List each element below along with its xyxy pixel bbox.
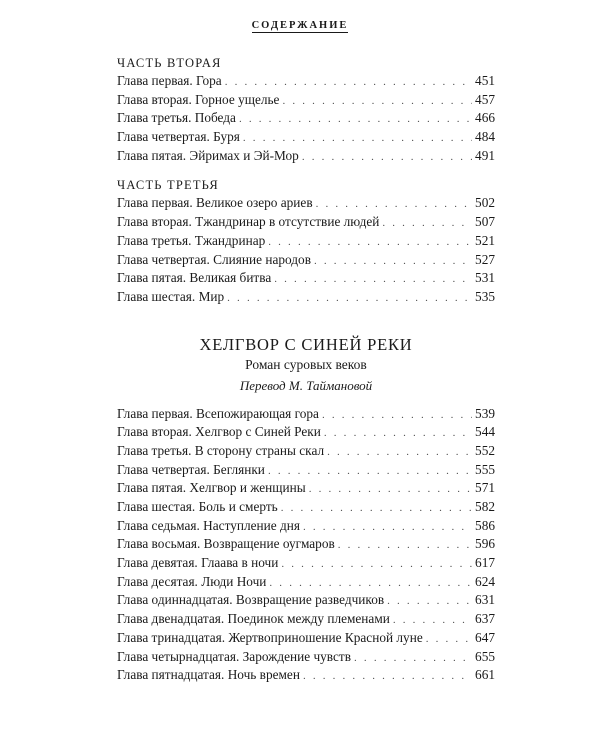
running-head-text: СОДЕРЖАНИЕ (251, 20, 349, 31)
toc-entry-page: 535 (475, 288, 495, 304)
toc-entry-page: 571 (475, 480, 495, 496)
dot-leader (382, 214, 472, 233)
toc-entry-title: Глава двенадцатая. Поединок между племенами (117, 611, 390, 627)
dot-leader (314, 252, 472, 271)
toc-entry (117, 423, 495, 442)
toc-entry (117, 194, 495, 213)
toc-entry-page: 466 (475, 110, 495, 126)
toc-entry (117, 251, 495, 270)
toc-entry-page: 544 (475, 424, 495, 440)
running-head (0, 20, 600, 33)
toc-entry-title: Глава третья. Тжандринар (117, 232, 266, 248)
novel-subtitle: Роман суровых веков (245, 356, 367, 372)
toc-entry (117, 610, 495, 629)
dot-leader (243, 129, 472, 148)
toc-entry-title: Глава одиннадцатая. Возвращение разведчиков (117, 592, 385, 608)
toc-entry (117, 666, 495, 685)
toc-entry (117, 573, 495, 592)
toc-entry (117, 232, 495, 251)
toc-entry (117, 147, 495, 166)
toc-entry-title: Глава четвертая. Беглянки (117, 461, 265, 477)
toc-entry-title: Глава третья. В сторону страны скал (117, 442, 325, 458)
dot-leader (225, 73, 472, 92)
toc-entry-page: 502 (475, 195, 495, 211)
toc-entry-title: Глава пятая. Эйримах и Эй-Мор (117, 147, 299, 163)
part-two-section (117, 54, 495, 165)
toc-entry-title: Глава пятая. Великая битва (117, 270, 272, 286)
dot-leader (302, 148, 472, 167)
toc-entry (117, 461, 495, 480)
part-three-title: ЧАСТЬ ТРЕТЬЯ (117, 178, 219, 193)
toc-entry-page: 582 (475, 499, 495, 514)
toc-entry-page: 539 (475, 405, 495, 421)
toc-entry-page: 484 (475, 129, 495, 145)
toc-entry-page: 552 (475, 442, 495, 458)
dot-leader (338, 536, 472, 555)
dot-leader (327, 443, 472, 462)
toc-entry (117, 128, 495, 147)
toc-entry-page: 655 (475, 648, 495, 664)
toc-entry-title: Глава пятнадцатая. Ночь времен (117, 667, 300, 683)
novel-translator: Перевод М. Таймановой (239, 377, 373, 393)
toc-entry-title: Глава седьмая. Наступление дня (117, 517, 300, 533)
dot-leader (393, 611, 472, 630)
dot-leader (322, 406, 472, 425)
part-two-list (117, 72, 495, 165)
dot-leader (309, 480, 472, 499)
toc-entry-page: 527 (475, 251, 495, 267)
dot-leader (281, 499, 472, 518)
toc-entry-page: 586 (475, 517, 495, 533)
toc-entry-title: Глава шестая. Мир (117, 288, 225, 304)
part-three-section (117, 176, 495, 306)
toc-entry-page: 457 (475, 91, 495, 107)
novel-list (117, 405, 495, 685)
toc-entry (117, 442, 495, 461)
toc-entry (117, 554, 495, 573)
toc-entry-title: Глава третья. Победа (117, 110, 236, 126)
toc-entry-title: Глава девятая. Глаава в ночи (117, 555, 279, 571)
toc-entry-page: 661 (475, 667, 495, 683)
toc-entry-page: 521 (475, 232, 495, 248)
toc-entry-title: Глава вторая. Горное ущелье (117, 91, 280, 107)
dot-leader (268, 462, 472, 481)
novel-section (117, 335, 495, 685)
toc-entry-title: Глава четырнадцатая. Зарождение чувств (117, 648, 352, 664)
table-of-contents (117, 54, 495, 685)
novel-heading (117, 335, 495, 397)
toc-entry (117, 405, 495, 424)
dot-leader (281, 555, 472, 574)
dot-leader (239, 110, 472, 129)
toc-entry-page: 451 (475, 73, 495, 88)
toc-entry (117, 91, 495, 110)
dot-leader (303, 518, 472, 537)
toc-entry-title: Глава тринадцатая. Жертвоприношение Красной луне (117, 629, 423, 645)
toc-entry-page: 507 (475, 214, 495, 230)
toc-entry (117, 591, 495, 610)
toc-entry (117, 213, 495, 232)
toc-entry (117, 72, 495, 91)
toc-entry-title: Глава первая. Великое озеро ариев (117, 195, 313, 211)
toc-entry (117, 517, 495, 536)
toc-entry-title: Глава вторая. Тжандринар в отсутствие людей (117, 214, 380, 230)
toc-entry-page: 631 (475, 592, 495, 608)
toc-entry-page: 596 (475, 536, 495, 552)
toc-entry-title: Глава четвертая. Буря (117, 129, 240, 145)
toc-entry-title: Глава четвертая. Слияние народов (117, 251, 311, 267)
toc-entry-page: 624 (475, 573, 495, 589)
dot-leader (387, 592, 472, 611)
toc-entry-page: 555 (475, 461, 495, 477)
toc-entry (117, 479, 495, 498)
dot-leader (354, 649, 472, 668)
toc-entry-page: 647 (475, 629, 495, 645)
dot-leader (303, 667, 472, 686)
toc-entry (117, 109, 495, 128)
toc-entry (117, 269, 495, 288)
dot-leader (227, 289, 472, 308)
part-three-list (117, 194, 495, 306)
toc-entry-page: 531 (475, 270, 495, 286)
dot-leader (282, 92, 472, 111)
toc-entry-title: Глава первая. Гора (117, 73, 222, 88)
toc-entry-title: Глава первая. Всепожирающая гора (117, 405, 319, 421)
toc-entry-title: Глава десятая. Люди Ночи (117, 573, 267, 589)
part-two-title: ЧАСТЬ ВТОРАЯ (117, 56, 222, 70)
toc-entry-title: Глава пятая. Хелгвор и женщины (117, 480, 306, 496)
dot-leader (426, 630, 472, 649)
dot-leader (269, 574, 472, 593)
toc-entry-title: Глава шестая. Боль и смерть (117, 499, 278, 514)
toc-entry-page: 617 (475, 555, 495, 571)
dot-leader (268, 233, 472, 252)
dot-leader (324, 424, 472, 443)
novel-title: ХЕЛГВОР С СИНЕЙ РЕКИ (199, 334, 413, 354)
toc-entry (117, 498, 495, 517)
toc-entry (117, 648, 495, 667)
toc-entry-title: Глава восьмая. Возвращение оугмаров (117, 536, 335, 552)
toc-entry-page: 491 (475, 147, 495, 163)
toc-entry (117, 535, 495, 554)
toc-entry-title: Глава вторая. Хелгвор с Синей Реки (117, 424, 321, 440)
toc-entry (117, 288, 495, 307)
dot-leader (316, 195, 472, 214)
toc-entry-page: 637 (475, 611, 495, 627)
dot-leader (274, 270, 472, 289)
toc-entry (117, 629, 495, 648)
